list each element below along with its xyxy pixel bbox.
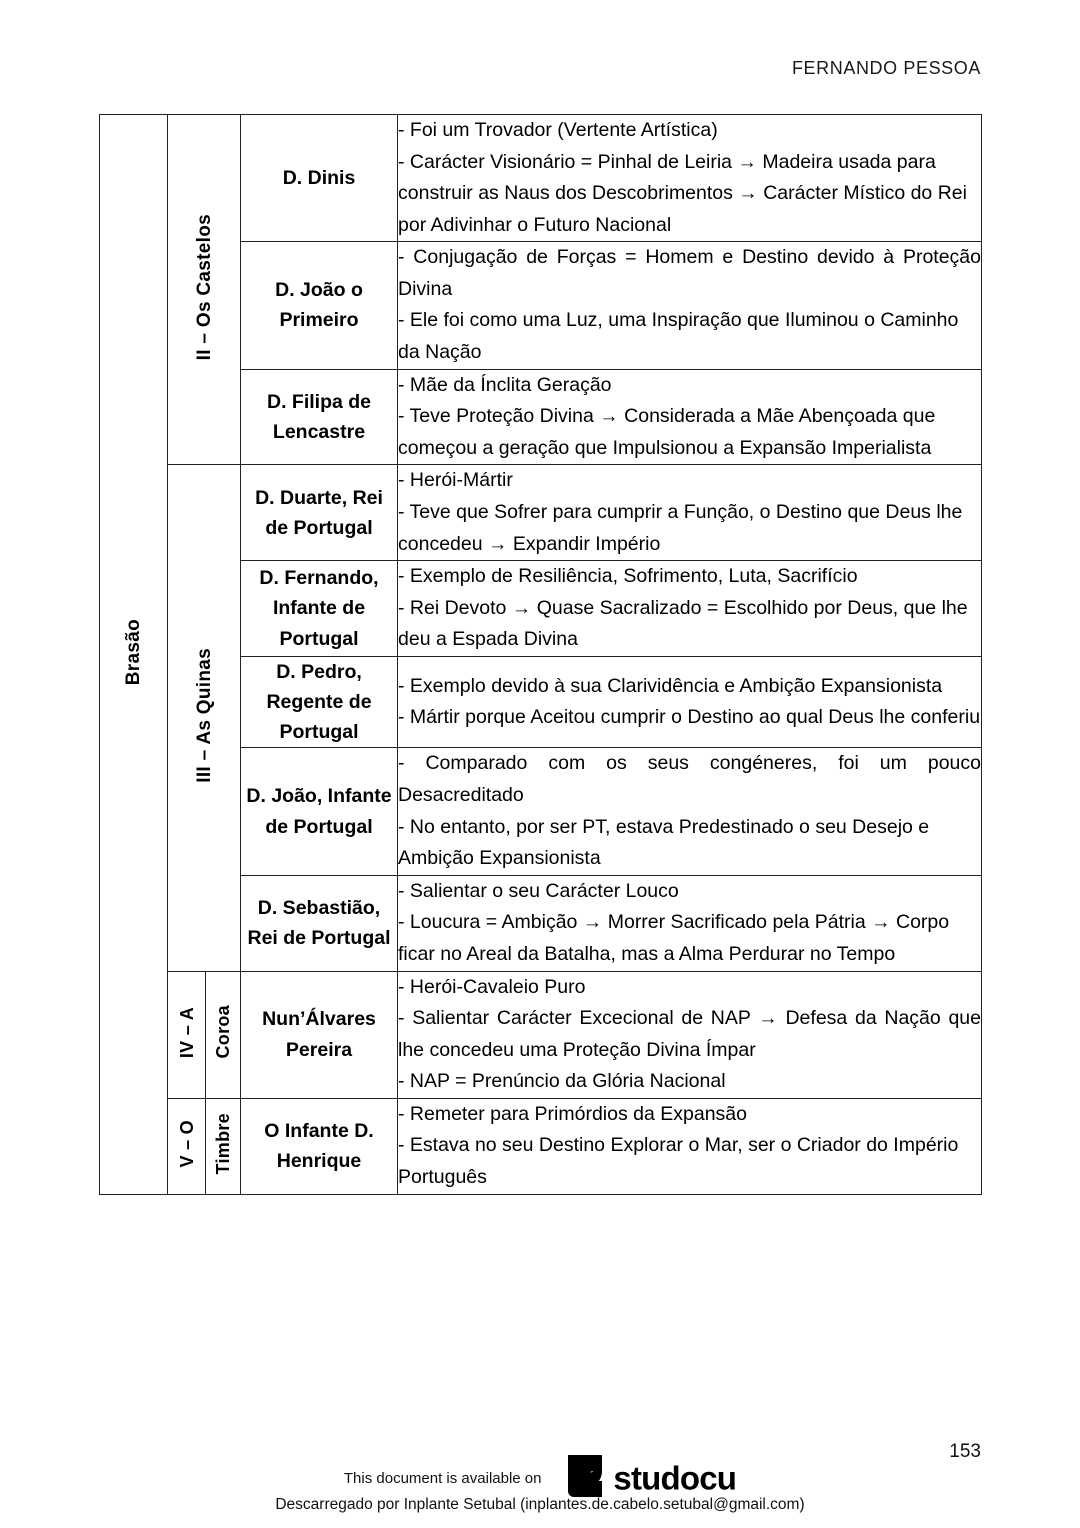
description-line: - No entanto, por ser PT, estava Predestinado o seu Desejo e Ambição Expansionista: [398, 815, 930, 870]
section-label-text: Coroa: [213, 1005, 233, 1059]
root-label-text: Brasão: [123, 618, 144, 685]
description-line: - Remeter para Primórdios da Expansão: [398, 1102, 747, 1125]
description-line: - Estava no seu Destino Explorar o Mar, ser o Criador do Império Português: [398, 1134, 959, 1188]
studocu-brand-name: studocu: [613, 1459, 737, 1497]
description-line: - Herói-Mártir: [398, 469, 513, 492]
figure-description-d-joao-o-primeiro: [398, 242, 982, 369]
description-line: - Exemplo de Resiliência, Sofrimento, Luta, Sacrifício: [398, 565, 858, 588]
section-label-text: III – As Quinas: [193, 648, 215, 783]
figure-name-d-duarte: D. Duarte, Rei de Portugal: [241, 465, 398, 561]
section-label-text: II – Os Castelos: [193, 214, 215, 361]
description-line: - Exemplo devido à sua Clarividência e Ambição Expansionista: [398, 674, 943, 697]
figure-description-d-sebastiao: [398, 875, 982, 971]
downloaded-by-text: Descarregado por Inplante Setubal (inplantes.de.cabelo.setubal@gmail.com): [275, 1496, 805, 1513]
description-line: - Mártir porque Aceitou cumprir o Destino ao qual Deus lhe conferiu: [398, 706, 981, 729]
figure-description-d-duarte: [398, 465, 982, 561]
figure-description-d-pedro: [398, 656, 982, 748]
figure-description-d-dinis: [398, 115, 982, 242]
figure-name-d-fernando: D. Fernando, Infante de Portugal: [241, 561, 398, 657]
figure-name-d-filipa-de-lencastre: D. Filipa de Lencastre: [241, 369, 398, 465]
description-line: - Teve que Sofrer para cumprir a Função, o Destino que Deus lhe concedeu → Expandir Império: [398, 500, 963, 555]
description-line: - Mãe da Ínclita Geração: [398, 373, 612, 396]
table-row: [100, 971, 982, 1098]
description-line: - Rei Devoto → Quase Sacralizado = Escolhido por Deus, que lhe deu a Espada Divina: [398, 596, 968, 651]
figure-description-d-filipa-de-lencastre: [398, 369, 982, 465]
brasao-table-container: [99, 114, 981, 1195]
document-availability-text: This document is available on: [343, 1470, 542, 1487]
description-line: - NAP = Prenúncio da Glória Nacional: [398, 1070, 726, 1093]
figure-description-nun-alvares-pereira: [398, 971, 982, 1098]
section-label-as-quinas: [168, 465, 241, 971]
description-line: - Teve Proteção Divina → Considerada a Mãe Abençoada que começou a geração que Impulsionou a Expansão Imperialista: [398, 405, 936, 459]
description-line: - Herói-Cavaleio Puro: [398, 975, 586, 998]
description-line: - Salientar o seu Carácter Louco: [398, 879, 679, 902]
figure-name-d-sebastiao: D. Sebastião, Rei de Portugal: [241, 875, 398, 971]
page-number: 153: [949, 1441, 981, 1462]
brasao-table: [99, 114, 982, 1195]
figure-name-nun-alvares-pereira: Nun’Álvares Pereira: [241, 971, 398, 1098]
studocu-footer-bar: [0, 1455, 1080, 1502]
figure-name-d-joao-infante: D. João, Infante de Portugal: [241, 748, 398, 875]
section-label-a-coroa-part1: [168, 971, 206, 1098]
description-line: - Salientar Carácter Excecional de NAP → Defesa da Nação que lhe concedeu uma Proteção Divina Ímpar: [398, 1007, 981, 1061]
section-label-text: V – O: [176, 1119, 197, 1168]
table-row: [100, 115, 982, 242]
section-label-text: Timbre: [213, 1112, 233, 1175]
description-line: - Ele foi como uma Luz, uma Inspiração que Iluminou o Caminho da Nação: [398, 309, 959, 364]
section-label-o-timbre-part1: [168, 1098, 206, 1194]
description-line: - Conjugação de Forças = Homem e Destino devido à Proteção Divina: [398, 246, 981, 300]
description-line: - Loucura = Ambição → Morrer Sacrificado pela Pátria → Corpo ficar no Areal da Batalha, mas a Alma Perdurar no Tempo: [398, 911, 950, 965]
page-header-title: FERNANDO PESSOA: [791, 58, 981, 78]
figure-name-d-joao-o-primeiro: D. João o Primeiro: [241, 242, 398, 369]
description-line: - Comparado com os seus congéneres, foi um pouco Desacreditado: [398, 752, 981, 807]
section-label-os-castelos: [168, 115, 241, 465]
figure-name-d-pedro: D. Pedro, Regente de Portugal: [241, 656, 398, 748]
figure-name-o-infante-d-henrique: O Infante D. Henrique: [241, 1098, 398, 1194]
studocu-logo-icon: [568, 1455, 602, 1502]
figure-name-d-dinis: D. Dinis: [241, 115, 398, 242]
section-label-a-coroa-part2: [206, 971, 241, 1098]
table-row: [100, 465, 982, 561]
figure-description-d-fernando: [398, 561, 982, 657]
description-line: - Foi um Trovador (Vertente Artística): [398, 119, 718, 141]
figure-description-d-joao-infante: [398, 748, 982, 875]
figure-description-o-infante-d-henrique: [398, 1098, 982, 1194]
section-label-text: IV – A: [176, 1006, 197, 1058]
table-row: [100, 1098, 982, 1194]
description-line: - Carácter Visionário = Pinhal de Leiria → Madeira usada para construir as Naus dos Descobrimentos → Carácter Místico do Rei por Adivinhar o Futuro Nacional: [398, 150, 967, 236]
root-label-brasao: [100, 115, 168, 1195]
section-label-o-timbre-part2: [206, 1098, 241, 1194]
